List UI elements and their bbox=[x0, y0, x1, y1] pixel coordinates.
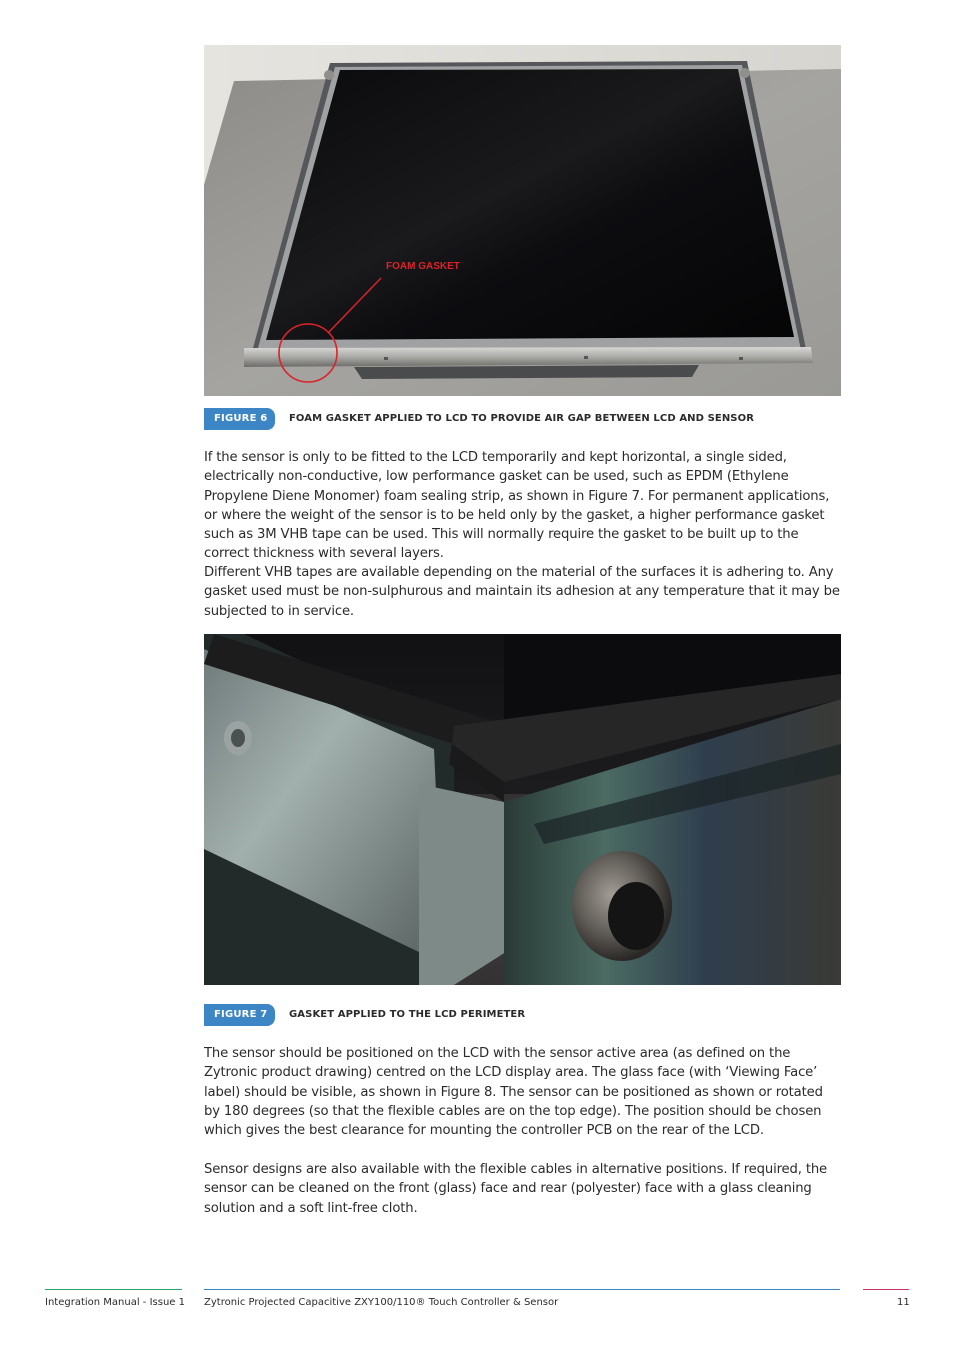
body-paragraph: Different VHB tapes are available depending on the material of the surfaces it is adhering to. Any gasket used must be non-sulphurous and maintain its adhesion at any temperature that it may be subjected to in service. bbox=[204, 565, 840, 619]
foam-gasket-callout-label: FOAM GASKET bbox=[386, 261, 460, 272]
body-paragraph: The sensor should be positioned on the LCD with the sensor active area (as defined on the Zytronic product drawing) centred on the LCD display area. The glass face (with ‘Viewing Face’ label) should be visible, as shown in Figure 8. The sensor can be positioned as shown or rotated by 180 degrees (so that the flexible cables are on the top edge). The position should be chosen which gives the best clearance for mounting the controller PCB on the rear of the LCD. bbox=[204, 1046, 823, 1139]
page-number: 11 bbox=[897, 1297, 910, 1308]
figure-7-photo bbox=[204, 634, 841, 985]
footer-rule-left bbox=[45, 1289, 182, 1290]
figure-7-caption bbox=[204, 1004, 844, 1026]
footer-manual-issue: Integration Manual - Issue 1 bbox=[45, 1297, 185, 1308]
body-paragraph: If the sensor is only to be fitted to the LCD temporarily and kept horizontal, a single sided, electrically non-conductive, low performance gasket can be used, such as EPDM (Ethylene Propylene Diene Monomer) foam sealing strip, as shown in Figure 7. For permanent applications, or where the weight of the sensor is to be held only by the gasket, a higher performance gasket such as 3M VHB tape can be used. This will normally require the gasket to be built up to the correct thickness with several layers. bbox=[204, 450, 830, 562]
figure-6-photo bbox=[204, 45, 841, 396]
footer-rule-center bbox=[204, 1289, 840, 1290]
figure-7-badge: FIGURE 7 bbox=[204, 1004, 275, 1026]
footer-product-title: Zytronic Projected Capacitive ZXY100/110® Touch Controller & Sensor bbox=[204, 1297, 559, 1308]
figure-6-badge: FIGURE 6 bbox=[204, 408, 275, 430]
figure-7-title: GASKET APPLIED TO THE LCD PERIMETER bbox=[289, 1009, 526, 1020]
body-paragraph: Sensor designs are also available with the flexible cables in alternative positions. If required, the sensor can be cleaned on the front (glass) face and rear (polyester) face with a glass cleaning solution and a soft lint-free cloth. bbox=[204, 1162, 828, 1216]
footer-rule-right bbox=[863, 1289, 909, 1290]
figure-6-title: FOAM GASKET APPLIED TO LCD TO PROVIDE AIR GAP BETWEEN LCD AND SENSOR bbox=[289, 413, 755, 424]
figure-6-caption bbox=[204, 408, 844, 430]
